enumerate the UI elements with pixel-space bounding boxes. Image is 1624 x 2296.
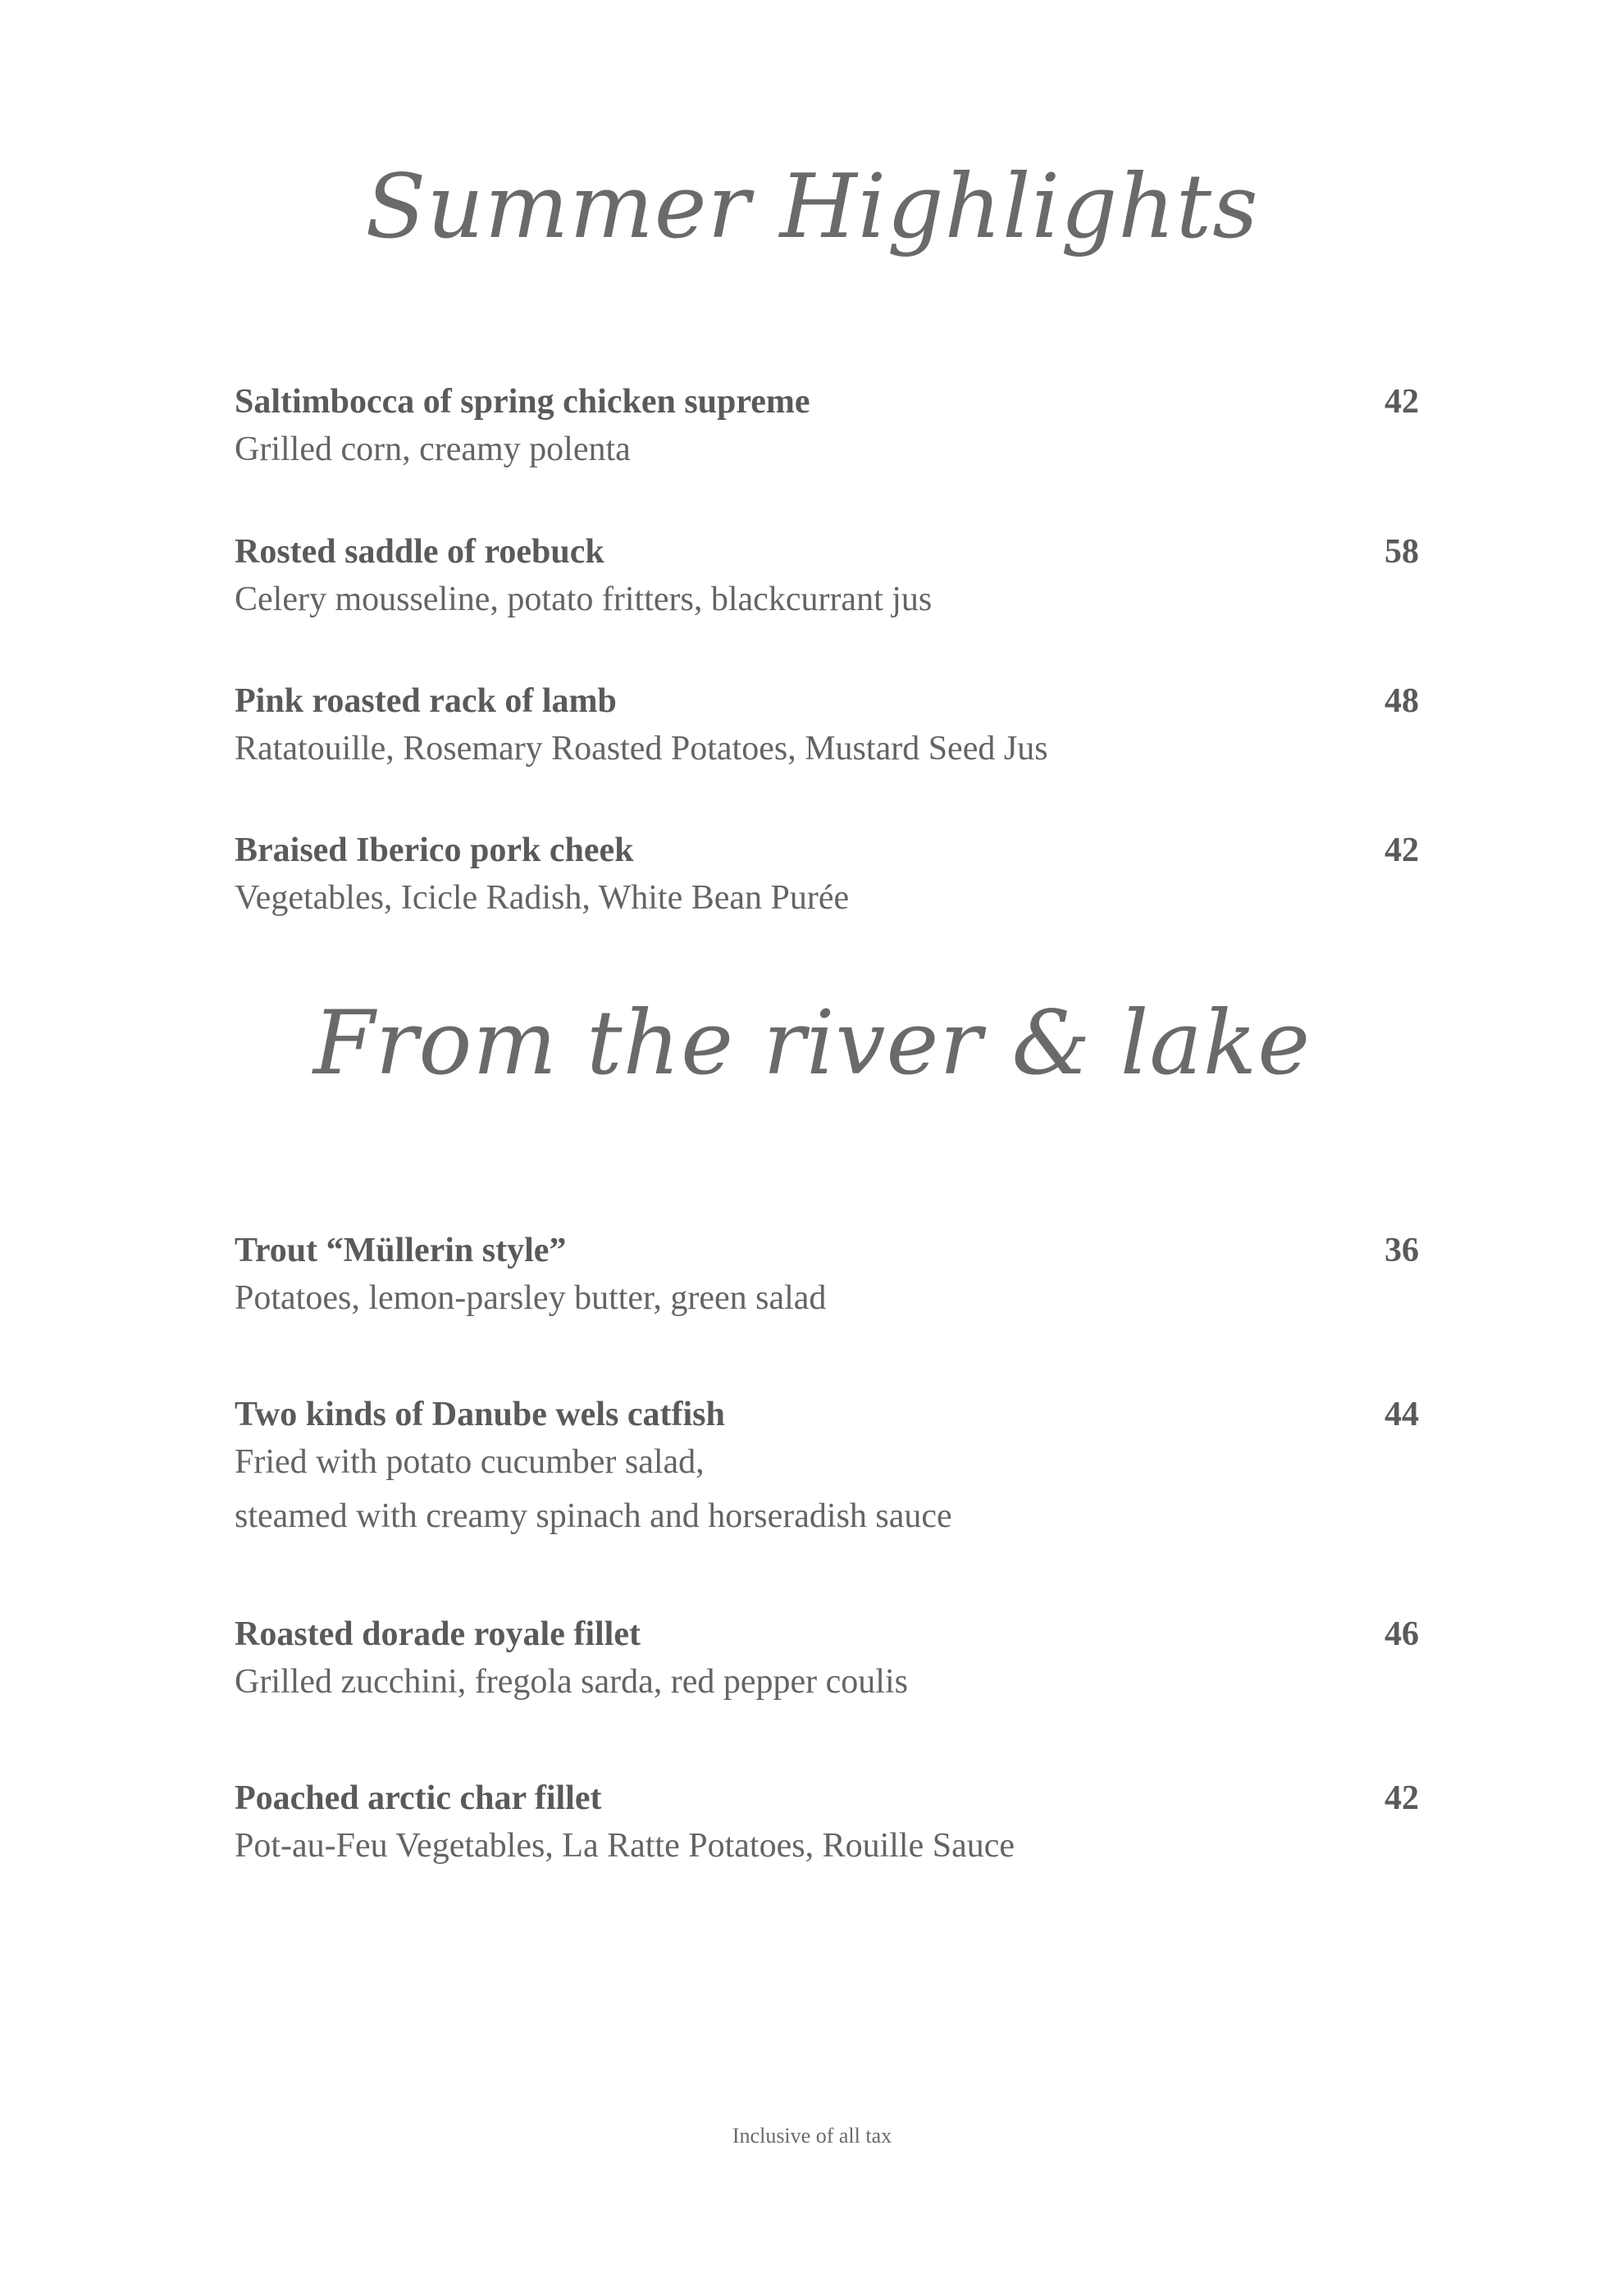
dish-name: Poached arctic char fillet	[235, 1779, 602, 1817]
dish-price: 48	[1385, 682, 1419, 720]
section-title-river-lake: From the river & lake	[312, 992, 1312, 1095]
dish-description: Grilled corn, creamy polenta	[235, 430, 631, 468]
dish-price: 46	[1385, 1615, 1419, 1653]
menu-item	[235, 1614, 1419, 1709]
menu-item	[235, 1230, 1419, 1325]
dish-description: Grilled zucchini, fregola sarda, red pepper coulis	[235, 1663, 908, 1701]
menu-item	[235, 681, 1419, 776]
menu-item	[235, 381, 1419, 476]
tax-note: Inclusive of all tax	[732, 2124, 892, 2148]
dish-description: Fried with potato cucumber salad,	[235, 1443, 705, 1481]
dish-price: 36	[1385, 1232, 1419, 1269]
dish-name: Trout “Müllerin style”	[235, 1232, 567, 1269]
dish-price: 42	[1385, 1779, 1419, 1817]
dish-price: 44	[1385, 1396, 1419, 1433]
menu-item	[235, 830, 1419, 925]
menu-item	[235, 531, 1419, 626]
menu-item	[235, 1778, 1419, 1873]
dish-description: Potatoes, lemon-parsley butter, green salad	[235, 1279, 827, 1317]
dish-name: Rosted saddle of roebuck	[235, 533, 604, 571]
dish-price: 42	[1385, 831, 1419, 869]
menu-item	[235, 1394, 1419, 1543]
dish-description: steamed with creamy spinach and horseradish sauce	[235, 1497, 952, 1535]
dish-name: Roasted dorade royale fillet	[235, 1615, 641, 1653]
section-title-summer-highlights: Summer Highlights	[365, 156, 1259, 258]
dish-description: Vegetables, Icicle Radish, White Bean Purée	[235, 879, 850, 917]
dish-name: Saltimbocca of spring chicken supreme	[235, 383, 810, 421]
dish-name: Two kinds of Danube wels catfish	[235, 1396, 725, 1433]
dish-price: 42	[1385, 383, 1419, 421]
dish-description: Celery mousseline, potato fritters, blackcurrant jus	[235, 581, 933, 618]
dish-description: Pot-au-Feu Vegetables, La Ratte Potatoes, Rouille Sauce	[235, 1827, 1015, 1865]
dish-name: Braised Iberico pork cheek	[235, 831, 634, 869]
dish-price: 58	[1385, 533, 1419, 571]
dish-name: Pink roasted rack of lamb	[235, 682, 617, 720]
dish-description: Ratatouille, Rosemary Roasted Potatoes, Mustard Seed Jus	[235, 730, 1048, 768]
